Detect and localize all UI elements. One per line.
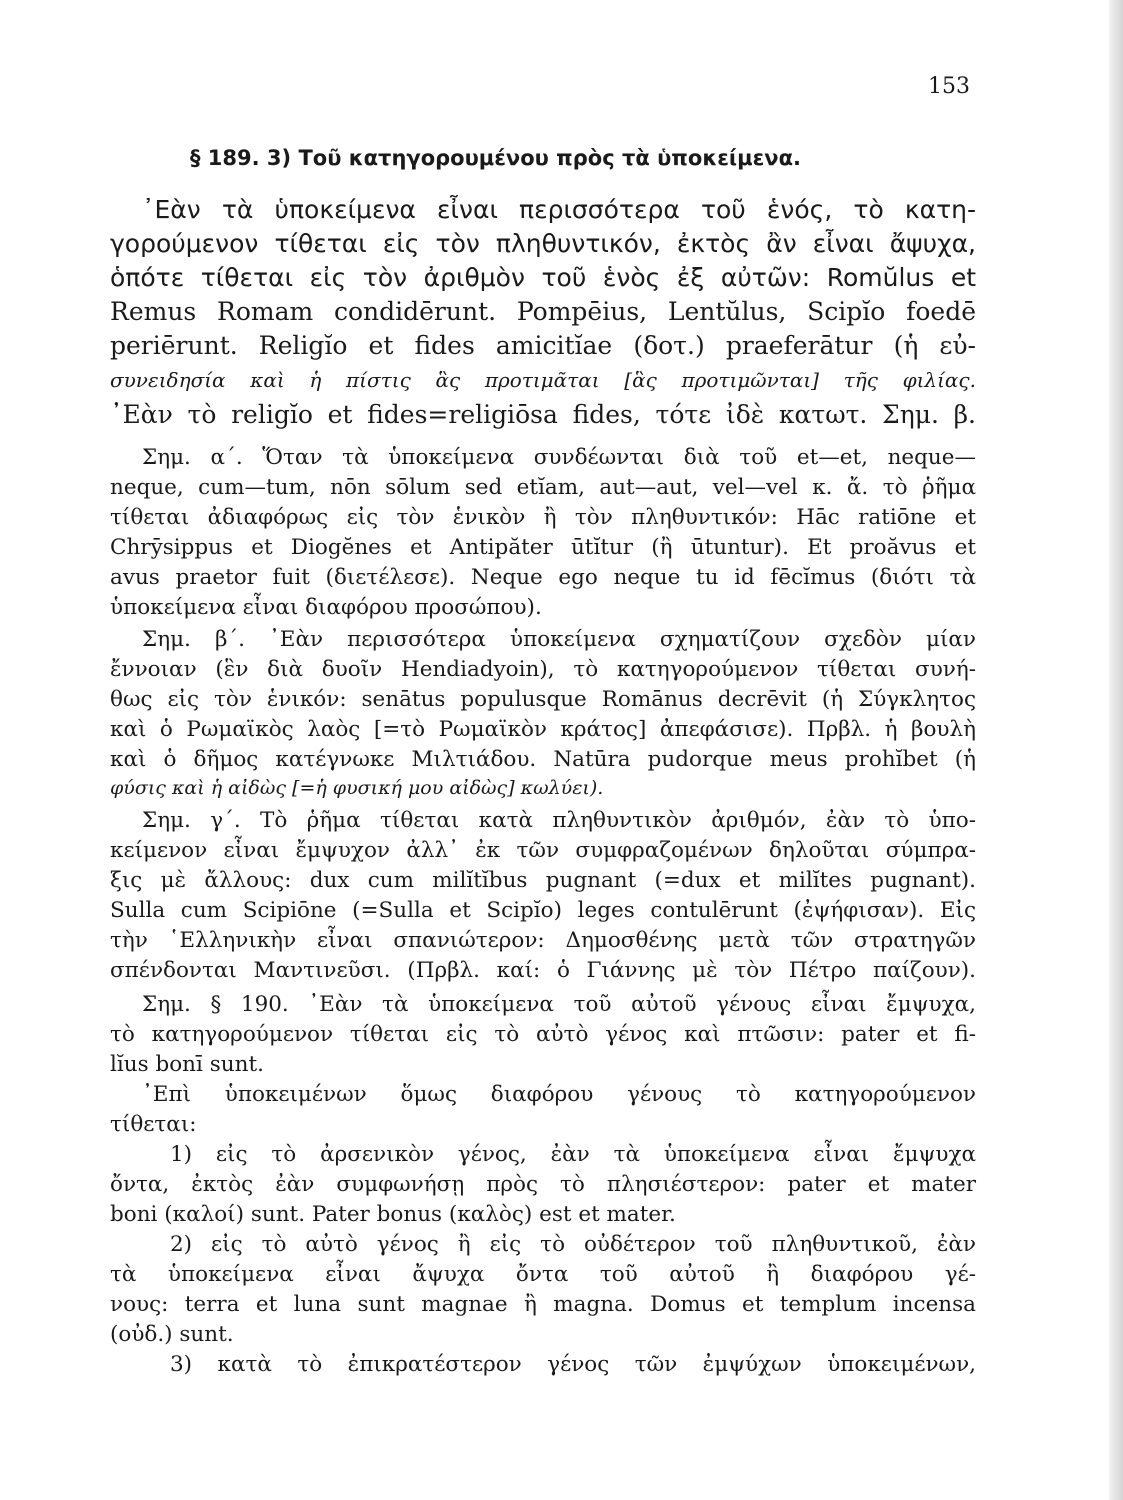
text-line: ὁπότε τίθεται εἰς τὸν ἀριθμὸν τοῦ ἑνὸς ἐξ αὐτῶν: Romŭlus et <box>110 263 976 292</box>
text-line: συνειδησία καὶ ἡ πίστις ἃς προτιμᾶται [ἃς προτιμῶνται] τῆς φιλίας. <box>110 368 976 392</box>
note-gamma: Σημ. γ΄. Τὸ ῥῆμα τίθεται κατὰ πληθυντικὸν ἀριθμόν, ἐὰν τὸ ὑπο- <box>142 808 976 833</box>
rule-3: 3) κατὰ τὸ ἐπικρατέστερον γένος τῶν ἐμψύχων ὑποκειμένων, <box>170 1352 976 1377</box>
text-line: φύσις καὶ ἡ αἰδὼς [=ἡ φυσική μου αἰδὼς] κωλύει). <box>110 777 604 799</box>
text-line: Chrȳsippus et Diogĕnes et Antipăter ūtĭtur (ἢ ūtuntur). Et proăvus et <box>110 535 976 560</box>
text-line: lĭus bonī sunt. <box>110 1052 264 1077</box>
note-alpha: Σημ. α΄. Ὅταν τὰ ὑποκείμενα συνδέωνται διὰ τοῦ et—et, neque— <box>142 445 976 470</box>
text-line: θως εἰς τὸν ἑνικόν: senātus populusque Romānus decrēvit (ἡ Σύγκλητος <box>110 687 976 712</box>
text-line: κείμενον εἶναι ἔμψυχον ἀλλ᾿ ἐκ τῶν συμφραζομένων δηλοῦται σύμπρα- <box>110 838 976 863</box>
rule-2: 2) εἰς τὸ αὐτὸ γένος ἢ εἰς τὸ οὐδέτερον τοῦ πληθυντικοῦ, ἐὰν <box>170 1232 976 1257</box>
text-line: Remus Romam condidērunt. Pompēius, Lentŭlus, Scipĭo foedē <box>110 297 976 326</box>
text-line: ξις μὲ ἄλλους: dux cum milĭtĭbus pugnant (=dux et milĭtes pugnant). <box>110 868 976 893</box>
text-line: ὄντα, ἐκτὸς ἐὰν συμφωνήσῃ πρὸς τὸ πλησιέστερον: pater et mater <box>110 1172 976 1197</box>
text-line: καὶ ὁ Ρωμαϊκὸς λαὸς [=τὸ Ρωμαϊκὸν κράτος] ἀπεφάσισε). Πρβλ. ἡ βουλὴ <box>110 717 976 742</box>
page-edge-shadow <box>1109 0 1123 1500</box>
text-line: ᾿Επὶ ὑποκειμένων ὅμως διαφόρου γένους τὸ κατηγορούμενον <box>142 1082 976 1107</box>
text-line: τὴν ῾Ελληνικὴν εἶναι σπανιώτερον: Δημοσθένης μετὰ τῶν στρατηγῶν <box>110 928 976 953</box>
text-line: ᾿Εὰν τὰ ὑποκείμενα εἶναι περισσότερα τοῦ ἑνός, τὸ κατη- <box>142 195 976 224</box>
text-line: καὶ ὁ δῆμος κατέγνωκε Μιλτιάδου. Natūra pudorque meus prohĭbet (ἡ <box>110 747 976 772</box>
note-beta: Σημ. β΄. ᾿Εὰν περισσότερα ὑποκείμενα σχηματίζουν σχεδὸν μίαν <box>142 627 976 652</box>
text-line: boni (καλοί) sunt. Pater bonus (καλὸς) est et mater. <box>110 1202 676 1227</box>
section-190: Σημ. § 190. ᾿Εὰν τὰ ὑποκείμενα τοῦ αὐτοῦ γένους εἶναι ἔμψυχα, <box>142 992 976 1017</box>
page-number: 153 <box>928 74 970 99</box>
text-line: τίθεται ἀδιαφόρως εἰς τὸν ἑνικὸν ἢ τὸν πληθυντικόν: Hāc ratiōne et <box>110 505 976 530</box>
text-line: νους: terra et luna sunt magnae ἢ magna. Domus et templum incensa <box>110 1292 976 1317</box>
text-line: ἔννοιαν (ἓν διὰ δυοῖν Hendiadyoin), τὸ κατηγορούμενον τίθεται συνή- <box>110 657 976 682</box>
text-line: (οὐδ.) sunt. <box>110 1322 234 1347</box>
text-line: periērunt. Religĭo et fides amicitĭae (δοτ.) praeferātur (ἡ εὐ- <box>110 331 976 360</box>
text-line: avus praetor fuit (διετέλεσε). Neque ego neque tu id fēcĭmus (διότι τὰ <box>110 565 976 590</box>
text-line: σπένδονται Μαντινεῦσι. (Πρβλ. καί: ὁ Γιάννης μὲ τὸν Πέτρο παίζουν). <box>110 958 976 983</box>
text-line: τὸ κατηγορούμενον τίθεται εἰς τὸ αὐτὸ γένος καὶ πτῶσιν: pater et fi- <box>110 1022 976 1047</box>
text-line: ὑποκείμενα εἶναι διαφόρου προσώπου). <box>110 595 542 620</box>
rule-1: 1) εἰς τὸ ἀρσενικὸν γένος, ἐὰν τὰ ὑποκείμενα εἶναι ἔμψυχα <box>170 1142 976 1167</box>
text-line: τὰ ὑποκείμενα εἶναι ἄψυχα ὄντα τοῦ αὐτοῦ ἢ διαφόρου γέ- <box>110 1262 976 1287</box>
text-line: Sulla cum Scipiōne (=Sulla et Scipĭo) leges contulērunt (ἐψήφισαν). Εἰς <box>110 898 976 923</box>
text-line: γορούμενον τίθεται εἰς τὸν πληθυντικόν, ἐκτὸς ἂν εἶναι ἄψυχα, <box>110 229 976 258</box>
text-line: neque, cum—tum, nōn sōlum sed etĭam, aut—aut, vel—vel κ. ἄ. τὸ ῥῆμα <box>110 475 976 500</box>
text-line: τίθεται: <box>110 1112 197 1137</box>
section-heading: § 189. 3) Τοῦ κατηγορουμένου πρὸς τὰ ὑποκείμενα. <box>190 146 801 170</box>
text-line: ᾿Εὰν τὸ religĭo et fides=religiōsa fides, τότε ἰδὲ κατωτ. Σημ. β. <box>110 400 976 429</box>
